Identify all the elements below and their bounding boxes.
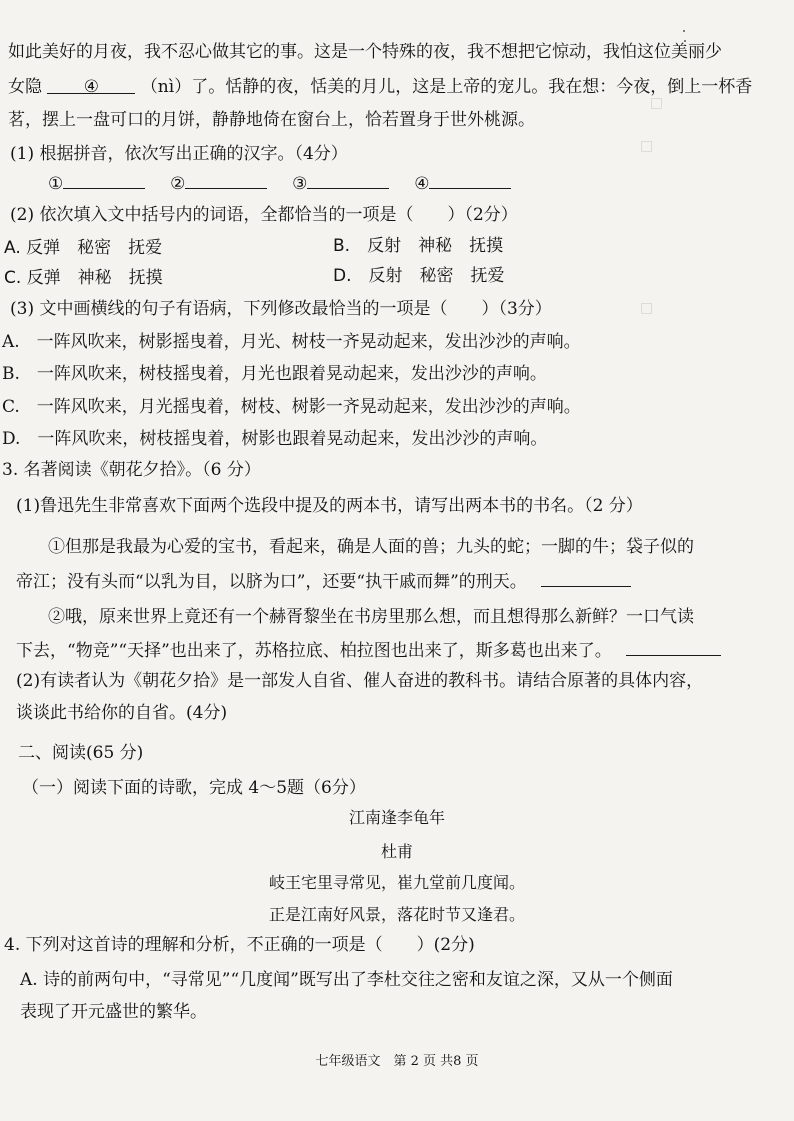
excerpt-text: 下去，“物竞”“天择”也出来了，苏格拉底、柏拉图也出来了，斯多葛也出来了。 xyxy=(16,641,612,661)
poem-title: 江南逢李龟年 xyxy=(348,808,445,827)
q3-option-c[interactable]: C. 一阵风吹来，月光摇曳着，树枝、树影一齐晃动起来，发出沙沙的声响。 xyxy=(2,397,581,417)
blank-4b-label: ④ xyxy=(414,174,430,194)
option-text: 反射 秘密 抚爱 xyxy=(368,266,505,286)
poem-author: 杜甫 xyxy=(380,842,413,861)
passage-line-1: 如此美好的月夜，我不忍心做其它的事。这是一个特殊的夜，我不想把它惊动，我怕这位美丽少 xyxy=(8,42,722,62)
blank-4b[interactable] xyxy=(429,170,511,189)
q2-option-a[interactable] xyxy=(4,236,162,260)
option-text: 反弹 神秘 抚摸 xyxy=(26,268,163,288)
blank-1[interactable] xyxy=(63,170,145,189)
excerpt-2-line-2 xyxy=(16,637,721,663)
excerpt-text: 帝江；没有头而“以乳为目，以脐为口”，还要“执干戚而舞”的刑天。 xyxy=(16,572,527,592)
blank-3-label: ③ xyxy=(292,174,308,194)
option-text: 反射 神秘 抚摸 xyxy=(367,236,504,256)
passage-text: （nì）了。恬静的夜，恬美的月儿，这是上帝的宠儿。我在想：今夜，倒上一杯香 xyxy=(140,77,753,97)
passage-text: 女隐 xyxy=(8,77,42,97)
book-name-blank-2[interactable] xyxy=(626,637,721,656)
q2-option-b[interactable] xyxy=(333,234,503,258)
bleed-through-mark: □ xyxy=(650,95,664,111)
option-label: D. xyxy=(333,266,352,286)
excerpt-1-line-2 xyxy=(16,568,631,594)
excerpt-1-line-1: ①但那是我最为心爱的宝书，看起来，确是人面的兽；九头的蛇；一脚的牛；袋子似的 xyxy=(48,537,694,557)
book-name-blank-1[interactable] xyxy=(541,568,631,587)
passage-line-2 xyxy=(8,75,752,99)
q2-option-c[interactable] xyxy=(4,266,163,290)
q3-reading-heading: 3. 名著阅读《朝花夕拾》。（6 分） xyxy=(2,460,261,480)
q1-stem: (1) 根据拼音，依次写出正确的汉字。（4分） xyxy=(10,144,348,164)
option-label: B. xyxy=(333,236,351,256)
q3-reading-sub2-line-2: 谈谈此书给你的自省。(4分) xyxy=(16,703,228,723)
q4-option-a-line-2: 表现了开元盛世的繁华。 xyxy=(20,1002,207,1022)
poem-line-1: 岐王宅里寻常见，崔九堂前几度闻。 xyxy=(268,873,525,892)
option-label: C. xyxy=(4,268,22,288)
q3-reading-sub2-line-1: (2)有读者认为《朝花夕拾》是一部发人自省、催人奋进的教科书。请结合原著的具体内容， xyxy=(16,671,704,691)
excerpt-2-line-1: ②哦，原来世界上竟还有一个赫胥黎坐在书房里那么想，而且想得那么新鲜？一口气读 xyxy=(48,607,694,627)
blank-4[interactable] xyxy=(47,75,135,97)
q3-option-a[interactable]: A. 一阵风吹来，树影摇曳着，月光、树枝一齐晃动起来，发出沙沙的声响。 xyxy=(2,332,581,352)
option-label: A. xyxy=(4,238,21,258)
q2-option-d[interactable] xyxy=(333,264,505,288)
section-2-heading: 二、阅读(65 分) xyxy=(18,743,144,763)
q3-option-b[interactable]: B. 一阵风吹来，树枝摇曳着，月光也跟着晃动起来，发出沙沙的声响。 xyxy=(2,364,547,384)
q3-reading-sub1: (1)鲁迅先生非常喜欢下面两个选段中提及的两本书，请写出两本书的书名。（2 分） xyxy=(16,496,643,516)
option-text: 反弹 秘密 抚爱 xyxy=(26,238,163,258)
section-2-part-1: （一）阅读下面的诗歌，完成 4～5题（6分） xyxy=(22,778,366,798)
q4-option-a-line-1[interactable]: A. 诗的前两句中，“寻常见”“几度闻”既写出了李杜交往之密和友谊之深，又从一个侧面 xyxy=(20,970,673,990)
q3-option-d[interactable]: D. 一阵风吹来，树枝摇曳着，树影也跟着晃动起来，发出沙沙的声响。 xyxy=(2,429,548,449)
scan-speck xyxy=(683,30,685,32)
q1-blanks-row xyxy=(48,170,511,196)
q2-stem: (2) 依次填入文中括号内的词语，全都恰当的一项是（ ）（2分） xyxy=(10,205,518,225)
passage-line-3: 茗，摆上一盘可口的月饼，静静地倚在窗台上，恰若置身于世外桃源。 xyxy=(8,110,535,130)
blank-1-label: ① xyxy=(48,174,64,194)
q3-stem: (3) 文中画横线的句子有语病，下列修改最恰当的一项是（ ）（3分） xyxy=(10,299,552,319)
bleed-through-mark: □ xyxy=(640,138,654,154)
blank-3[interactable] xyxy=(307,170,389,189)
blank-label: ④ xyxy=(83,77,100,97)
q4-stem: 4. 下列对这首诗的理解和分析，不正确的一项是（ ）(2分) xyxy=(4,935,475,955)
bleed-through-mark: □ xyxy=(640,300,654,316)
blank-2[interactable] xyxy=(185,170,267,189)
blank-2-label: ② xyxy=(170,174,186,194)
poem-line-2: 正是江南好风景，落花时节又逢君。 xyxy=(268,905,525,924)
page-footer: 七年级语文 第 2 页 共8 页 xyxy=(315,1054,479,1069)
